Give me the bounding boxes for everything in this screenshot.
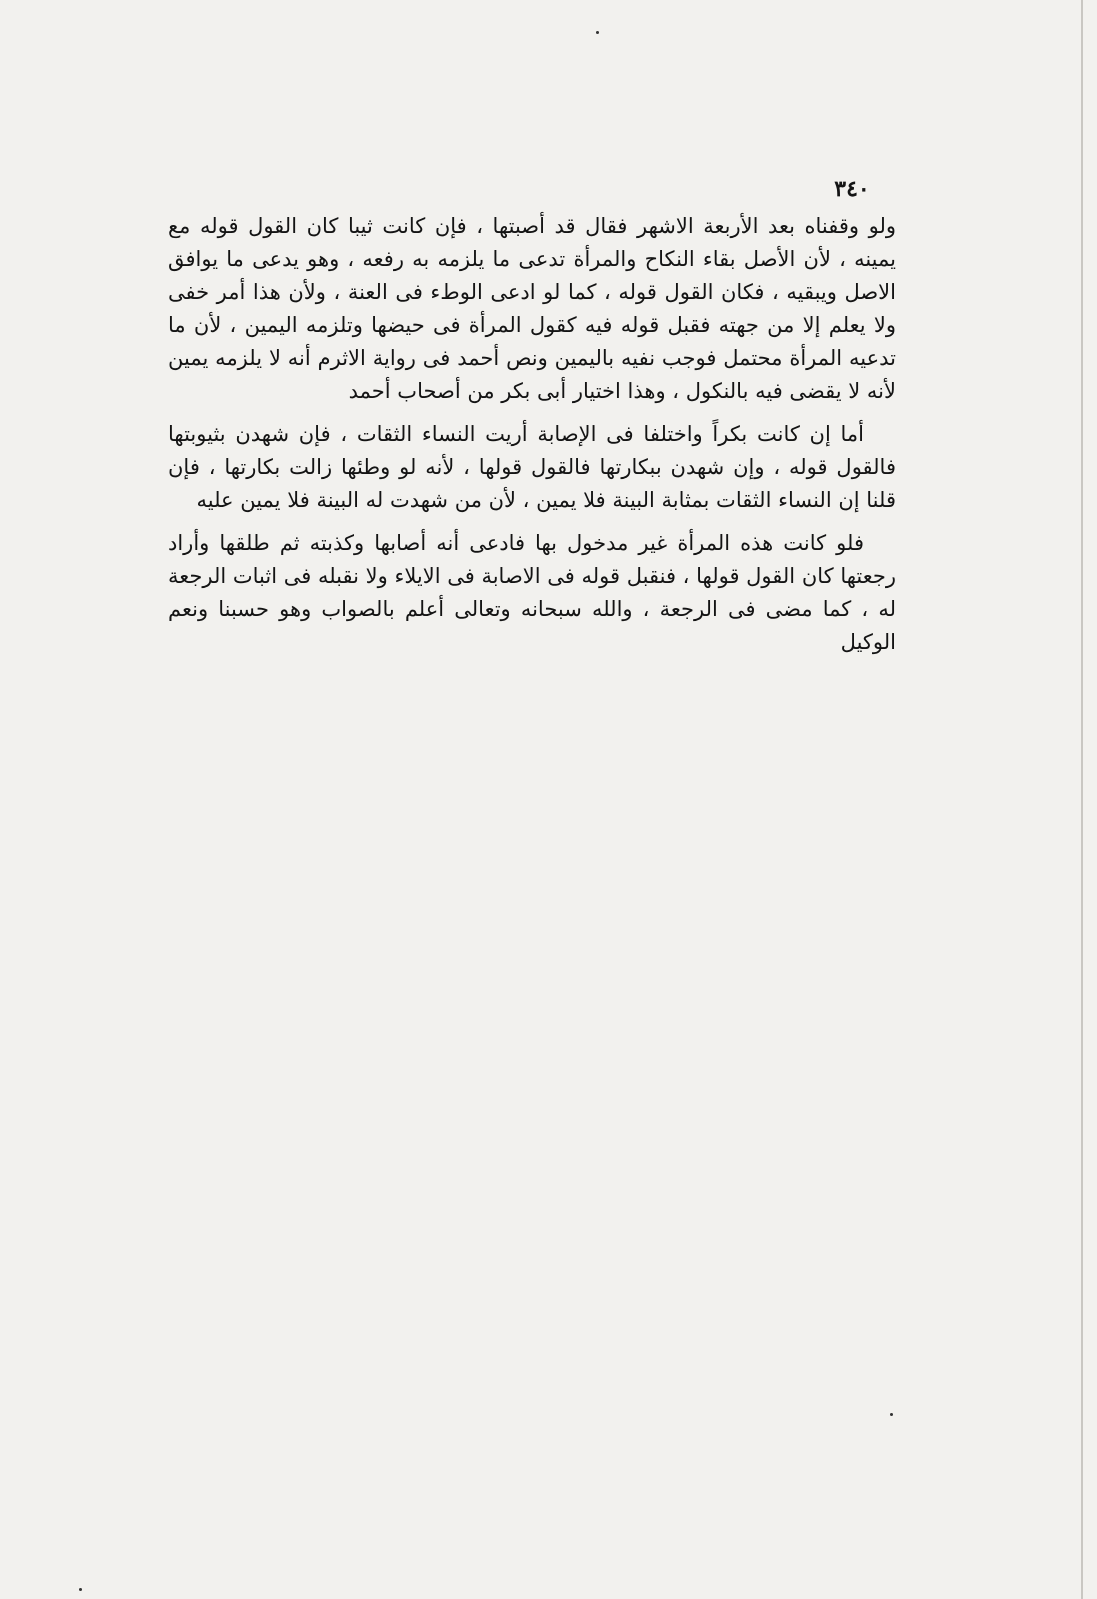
page-edge-shadow xyxy=(1081,0,1083,1599)
ink-speck xyxy=(79,1588,82,1591)
paragraph: أما إن كانت بكراً واختلفا فى الإصابة أريت النساء الثقات ، فإن شهدن بثيوبتها فالقول قوله ، وإن شهدن ببكارتها فالقول قولها ، لأنه لو وطئها زالت بكارتها ، فإن قلنا إن النساء الثقات بمثابة البينة فلا يمين ، لأن من شهدت له البينة فلا يمين عليه xyxy=(168,422,896,512)
paragraph: ولو وقفناه بعد الأربعة الاشهر فقال قد أصبتها ، فإن كانت ثيبا كان القول قوله مع يمينه ، لأن الأصل بقاء النكاح والمرأة تدعى ما يلزمه به رفعه ، وهو يدعى ما يوافق الاصل ويبقيه ، فكان القول قوله ، كما لو ادعى الوطء فى العنة ، ولأن هذا أمر خفى ولا يعلم إلا من جهته فقبل قوله فيه كقول المرأة فى حيضها وتلزمه اليمين ، لأن ما تدعيه المرأة محتمل فوجب نفيه باليمين ونص أحمد فى رواية الاثرم أنه لا يلزمه يمين لأنه لا يقضى فيه بالنكول ، وهذا اختيار أبى بكر من أصحاب أحمد xyxy=(168,214,896,403)
page-number: ٣٤٠ xyxy=(834,176,870,202)
body-text xyxy=(168,210,896,659)
paragraph: فلو كانت هذه المرأة غير مدخول بها فادعى أنه أصابها وكذبته ثم طلقها وأراد رجعتها كان القول قولها ، فنقبل قوله فى الاصابة فى الايلاء ولا نقبله فى اثبات الرجعة له ، كما مضى فى الرجعة ، والله سبحانه وتعالى أعلم بالصواب وهو حسبنا ونعم الوكيل xyxy=(168,531,896,654)
ink-speck xyxy=(596,31,599,34)
ink-speck xyxy=(890,1413,893,1416)
